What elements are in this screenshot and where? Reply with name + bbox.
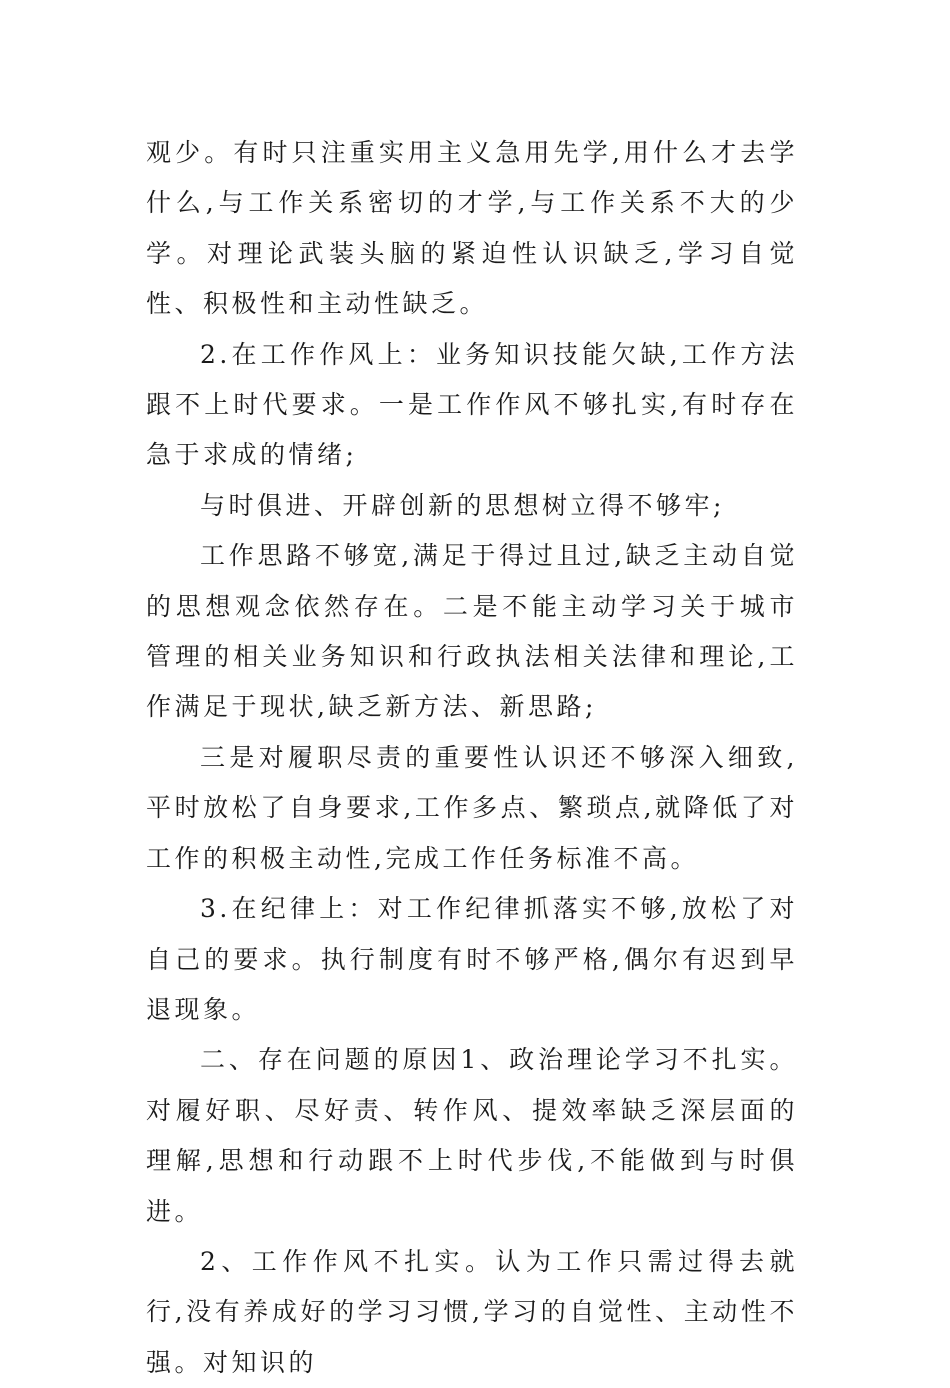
paragraph: 观少。有时只注重实用主义急用先学,用什么才去学什么,与工作关系密切的才学,与工作关系不大的少学。对理论武装头脑的紧迫性认识缺乏,学习自觉性、积极性和主动性缺乏。: [146, 138, 798, 319]
paragraph: 三是对履职尽责的重要性认识还不够深入细致,平时放松了自身要求,工作多点、繁琐点,就降低了对工作的积极主动性,完成工作任务标准不高。: [146, 742, 798, 873]
paragraph: 3.在纪律上：对工作纪律抓落实不够,放松了对自己的要求。执行制度有时不够严格,偶尔有迟到早退现象。: [146, 894, 798, 1024]
paragraph: 2、工作作风不扎实。认为工作只需过得去就行,没有养成好的学习习惯,学习的自觉性、主动性不强。对知识的: [146, 1246, 798, 1377]
paragraph: 二、存在问题的原因1、政治理论学习不扎实。对履好职、尽好责、转作风、提效率缺乏深层面的理解,思想和行动跟不上时代步伐,不能做到与时俱进。: [146, 1045, 798, 1226]
paragraph: 与时俱进、开辟创新的思想树立得不够牢;: [200, 490, 725, 520]
document-body: [146, 128, 798, 1388]
paragraph: 工作思路不够宽,满足于得过且过,缺乏主动自觉的思想观念依然存在。二是不能主动学习关于城市管理的相关业务知识和行政执法相关法律和理论,工作满足于现状,缺乏新方法、新思路;: [146, 541, 798, 722]
paragraph: 2.在工作作风上：业务知识技能欠缺,工作方法跟不上时代要求。一是工作作风不够扎实,有时存在急于求成的情绪;: [146, 339, 798, 470]
